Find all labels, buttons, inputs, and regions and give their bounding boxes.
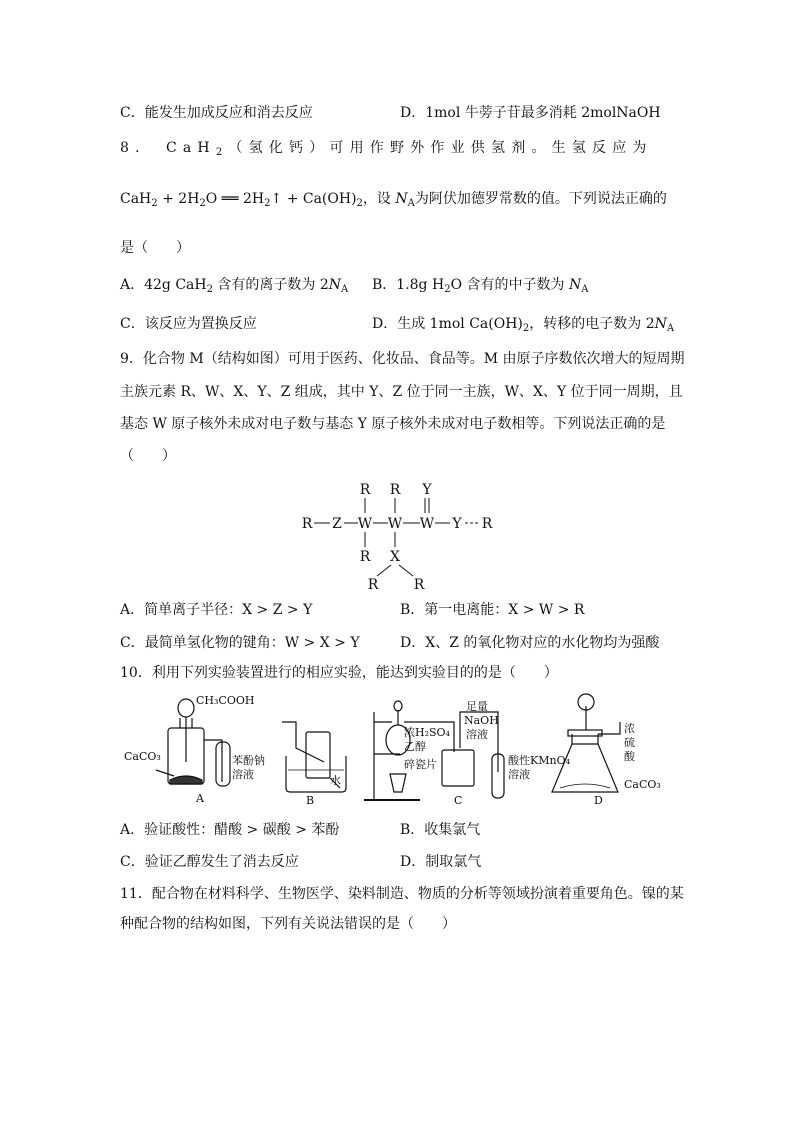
label-acid3: 酸 <box>624 750 635 763</box>
q9-stem-line1: 9．化合物 M（结构如图）可用于医药、化妆品、食品等。M 由原子序数依次增大的短周期 <box>120 351 685 367</box>
label-kmno4-1: 酸性KMnO₄ <box>508 754 570 767</box>
atom-r-bl: R <box>367 577 379 593</box>
q7-option-d: D．1mol 牛蒡子苷最多消耗 2molNaOH <box>400 105 661 121</box>
label-water: 水 <box>330 774 341 787</box>
q9-stem-line4: （ ） <box>120 448 176 464</box>
atom-w1: W <box>357 516 373 532</box>
label-caco3-a: CaCO₃ <box>124 750 161 763</box>
q9-option-a: A．简单离子半径：X > Z > Y <box>120 602 313 618</box>
label-ethanol: 乙醇 <box>404 740 426 753</box>
label-phenolate1: 苯酚钠 <box>232 754 265 767</box>
q10-apparatus-diagram <box>120 692 680 810</box>
atom-r-right: R <box>481 516 493 532</box>
q9-option-b: B．第一电离能：X > W > R <box>400 602 585 618</box>
q8-equation-line: $CaH_2 + 2H_2O$ ══ $2H_2↑ + Ca(OH)_2$，设 $N_A$为阿伏加德罗常数的值。下列说法正确的 <box>120 191 667 209</box>
label-naoh1: 足量 <box>466 700 488 713</box>
q10-option-a: A．验证酸性：醋酸 > 碳酸 > 苯酚 <box>120 822 340 838</box>
label-b: B <box>306 794 315 807</box>
label-c: C <box>454 794 463 807</box>
label-phenolate2: 溶液 <box>232 768 254 781</box>
atom-r-bottom: R <box>359 549 371 565</box>
q7-option-c: C．能发生加成反应和消去反应 <box>120 105 313 121</box>
q8-option-a: A．42g CaH$_2$ 含有的离子数为 $2N_A$ <box>120 277 349 295</box>
label-acid1: 浓 <box>624 722 635 735</box>
label-a: A <box>196 792 204 805</box>
q8-stem-end: 是（ ） <box>120 240 190 256</box>
q9-structure-diagram <box>295 476 505 596</box>
atom-y-right: Y <box>452 516 462 532</box>
label-d: D <box>594 794 603 807</box>
q9-stem-line3: 基态 W 原子核外未成对电子数与基态 Y 原子核外未成对电子数相等。下列说法正确的是 <box>120 416 666 432</box>
q11-stem-line2: 种配合物的结构如图，下列有关说法错误的是（ ） <box>120 916 456 932</box>
q10-option-c: C．验证乙醇发生了消去反应 <box>120 854 299 870</box>
q8-stem-line1: 8． CaH$_2$（氢化钙）可用作野外作业供氢剂。生氢反应为 <box>120 140 653 158</box>
atom-w3: W <box>419 516 435 532</box>
label-acid2: 硫 <box>624 736 635 749</box>
label-ch3cooh: CH₃COOH <box>196 694 255 707</box>
label-chips: 碎瓷片 <box>404 758 437 771</box>
atom-x: X <box>390 549 400 565</box>
label-caco3-d: CaCO₃ <box>624 778 661 791</box>
q8-option-c: C．该反应为置换反应 <box>120 316 257 332</box>
atom-w2: W <box>387 516 403 532</box>
q8-option-d: D．生成 1mol $Ca(OH)_2$，转移的电子数为 $2N_A$ <box>372 316 675 334</box>
atom-r-br: R <box>413 577 425 593</box>
q10-option-d: D．制取氯气 <box>400 854 482 870</box>
q9-option-d: D．X、Z 的氧化物对应的水化物均为强酸 <box>400 635 660 651</box>
atom-z: Z <box>332 516 342 532</box>
q10-stem: 10．利用下列实验装置进行的相应实验，能达到实验目的的是（ ） <box>120 665 558 681</box>
label-naoh2: NaOH <box>464 714 499 727</box>
atom-r-top1: R <box>359 482 371 498</box>
atom-y-top: Y <box>422 482 432 498</box>
q9-option-c: C．最简单氢化物的键角：W > X > Y <box>120 635 360 651</box>
q8-option-b: B．1.8g $H_2O$ 含有的中子数为 $N_A$ <box>372 277 589 295</box>
atom-r-left: R <box>301 516 313 532</box>
q9-stem-line2: 主族元素 R、W、X、Y、Z 组成，其中 Y、Z 位于同一主族，W、X、Y 位于同一周期，且 <box>120 384 683 400</box>
q10-option-b: B．收集氯气 <box>400 822 481 838</box>
label-naoh3: 溶液 <box>466 728 488 741</box>
label-kmno4-2: 溶液 <box>508 768 530 781</box>
q11-stem-line1: 11．配合物在材料科学、生物医学、染料制造、物质的分析等领域扮演着重要角色。镍的某 <box>120 886 684 902</box>
atom-r-top2: R <box>389 482 401 498</box>
label-h2so4: 浓H₂SO₄ <box>404 726 450 739</box>
